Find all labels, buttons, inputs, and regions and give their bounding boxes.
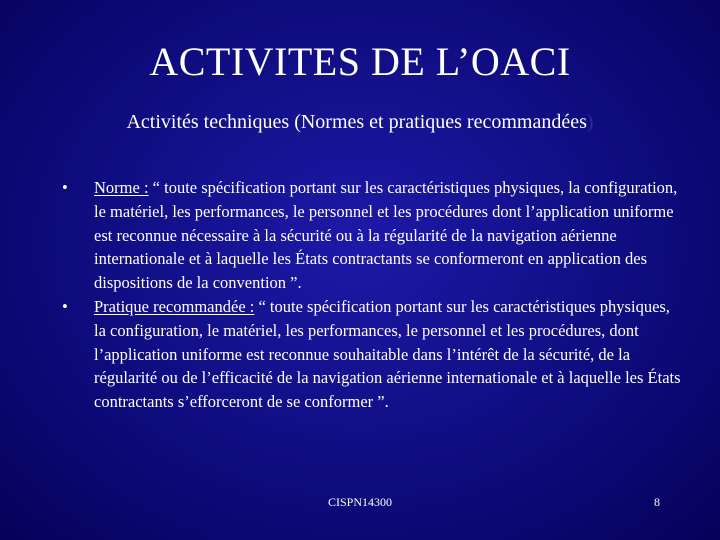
- term-pratique-recommandee: Pratique recommandée :: [94, 296, 255, 316]
- definitions-list: [62, 176, 682, 414]
- term-norme: Norme :: [94, 178, 149, 197]
- footer-course-code: CISPN14300: [327, 495, 392, 509]
- definition-pratique-recommandee: “ toute spécification portant sur les caractéristiques physiques, la configuration, le matériel, les performances, le personnel et les procédures, dont l’application uniforme est reconnue souhaitable dans l’intérêt de la sécurité, de la régularité ou de l’efficacité de la navigation aérienne internationale et à laquelle les États contractants s’efforceront de se conformer ”.: [94, 296, 681, 412]
- bullet-icon: •: [62, 296, 68, 316]
- list-item-pratique-recommandee: [62, 295, 682, 414]
- slide-title: ACTIVITES DE L’OACI: [149, 39, 571, 84]
- definition-norme: “ toute spécification portant sur les caractéristiques physiques, la configuration, le matériel, les performances, le personnel et les procédures dont l’application uniforme est reconnue nécessaire à la sécurité ou à la régularité de la navigation aérienne internationale et à laquelle les États contractants se conformeront en application des dispositions de la convention ”.: [94, 178, 678, 293]
- bullet-icon: •: [62, 178, 68, 197]
- page-number: 8: [654, 495, 660, 509]
- slide-subtitle: [0, 109, 720, 135]
- subtitle-closing-paren: ): [586, 111, 594, 133]
- subtitle-text: Activités techniques (Normes et pratiques recommandées: [126, 111, 587, 133]
- list-item-norme: [62, 176, 682, 295]
